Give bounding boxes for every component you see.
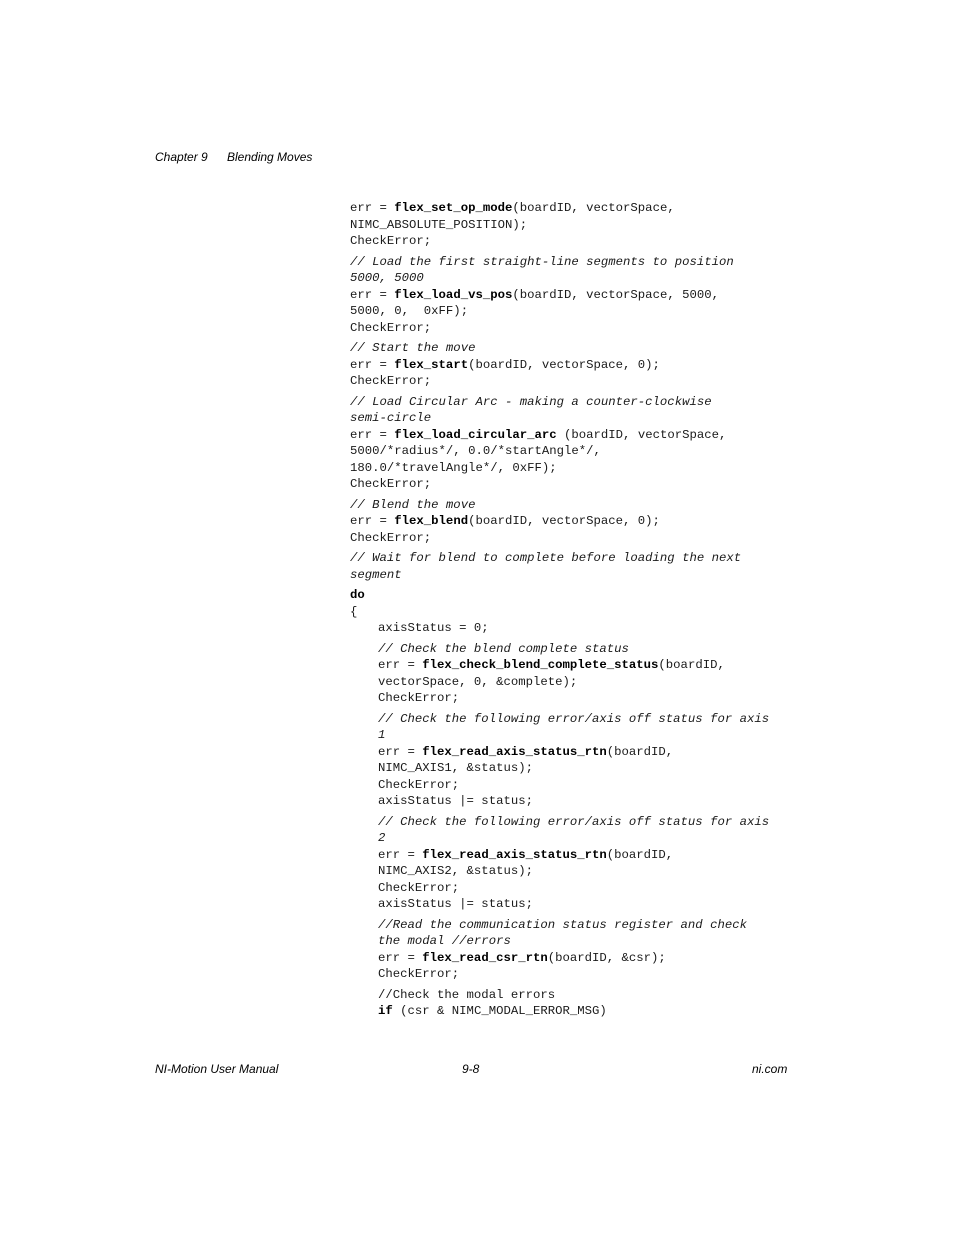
code-keyword: flex_read_csr_rtn [422,950,548,965]
code-comment: // Load the first straight-line segments to position [350,254,734,269]
code-line [350,674,790,691]
code-listing [350,200,790,1020]
code-keyword: flex_blend [394,514,469,528]
code-text: axisStatus |= status; [378,794,533,808]
code-line [350,587,790,604]
code-comment: the modal //errors [378,934,511,948]
footer-page-number: 9-8 [462,1062,480,1076]
code-line [350,950,790,967]
code-line [350,760,790,777]
code-line [350,966,790,983]
code-text: 5000/*radius*/, 0.0/*startAngle*/, [350,444,601,458]
code-text: CheckError; [350,320,432,335]
code-line [350,657,790,674]
code-line [350,814,790,831]
code-text: err = [378,847,423,862]
code-text: (boardID, vectorSpace, 5000, [512,287,719,302]
code-line [350,460,790,477]
code-line [350,550,790,567]
code-comment: // Wait for blend to complete before loading the next [350,551,742,565]
code-text: err = [378,658,423,672]
code-line [350,394,790,411]
code-text: NIMC_AXIS2, &status); [378,864,533,878]
code-keyword: flex_load_vs_pos [394,287,513,302]
code-keyword: flex_load_circular_arc [394,427,557,442]
code-line [350,320,790,337]
code-text: CheckError; [378,967,460,981]
code-comment: // Check the following error/axis off status for axis [378,711,770,726]
code-line [350,254,790,271]
code-line [350,620,790,637]
code-line [350,604,790,621]
code-keyword: flex_set_op_mode [394,201,513,215]
code-line [350,793,790,810]
code-text: err = [378,744,423,759]
code-keyword: do [350,588,365,602]
code-comment: 1 [378,728,386,742]
code-text: axisStatus |= status; [378,897,533,911]
code-comment: 2 [378,831,386,845]
code-line [350,476,790,493]
code-line [350,270,790,287]
code-line [350,217,790,234]
code-keyword: flex_start [394,357,469,372]
code-line [350,200,790,217]
code-line [350,744,790,761]
code-line [350,896,790,913]
footer-website: ni.com [752,1062,788,1076]
code-text: NIMC_AXIS1, &status); [378,761,533,775]
code-text: CheckError; [350,234,432,248]
code-line [350,1003,790,1020]
chapter-label: Chapter 9 [155,150,208,164]
code-text: CheckError; [350,374,432,388]
code-text: 180.0/*travelAngle*/, 0xFF); [350,460,557,475]
code-comment: // Check the following error/axis off status for axis [378,814,770,829]
code-line [350,933,790,950]
code-text: axisStatus = 0; [378,621,489,635]
code-line [350,233,790,250]
code-text: err = [378,950,423,965]
code-keyword: flex_check_blend_complete_status [422,658,659,672]
code-line [350,567,790,584]
code-line [350,641,790,658]
code-line [350,917,790,934]
code-line [350,987,790,1004]
footer-manual-name: NI-Motion User Manual [155,1062,279,1076]
code-text: err = [350,201,395,215]
code-text: vectorSpace, 0, &complete); [378,674,578,689]
code-text: CheckError; [350,477,432,491]
code-line [350,427,790,444]
code-line [350,711,790,728]
code-comment: //Read the communication status register and check [378,917,747,932]
code-text: 5000, 0, 0xFF); [350,304,469,318]
code-comment: 5000, 5000 [350,271,424,285]
code-line [350,357,790,374]
code-line [350,530,790,547]
code-comment: // Blend the move [350,497,476,512]
code-text: CheckError; [378,880,460,895]
code-line [350,727,790,744]
code-text: (boardID, [658,658,725,672]
code-text: (csr & NIMC_MODAL_ERROR_MSG) [392,1004,607,1018]
code-text: (boardID, [606,744,674,759]
code-text: (boardID, vectorSpace, 0); [468,357,660,372]
code-line [350,830,790,847]
code-text: CheckError; [378,777,460,792]
code-text: err = [350,357,395,372]
code-line [350,443,790,460]
code-text: (boardID, vectorSpace, 0); [468,514,660,528]
code-line [350,287,790,304]
code-line [350,777,790,794]
code-keyword: flex_read_axis_status_rtn [422,744,607,759]
code-text: err = [350,514,395,528]
code-line [350,410,790,427]
code-line [350,340,790,357]
code-comment: // Check the blend complete status [378,641,629,656]
code-text: { [350,604,358,619]
code-line [350,497,790,514]
code-comment: semi-circle [350,411,432,425]
code-line [350,880,790,897]
code-text: CheckError; [350,530,432,545]
code-keyword: if [378,1004,393,1018]
code-keyword: flex_read_axis_status_rtn [422,847,607,862]
code-line [350,847,790,864]
code-text: (boardID, vectorSpace, [512,201,675,215]
code-text: CheckError; [378,691,460,705]
code-line [350,303,790,320]
code-text: (boardID, vectorSpace, [556,427,727,442]
code-line [350,513,790,530]
code-line [350,373,790,390]
code-comment: segment [350,567,402,582]
code-text: (boardID, [606,847,674,862]
chapter-title: Blending Moves [227,150,313,164]
code-line [350,690,790,707]
code-text: err = [350,427,395,442]
code-text: err = [350,287,395,302]
code-text: (boardID, &csr); [547,950,666,965]
code-text: //Check the modal errors [378,987,556,1002]
code-text: NIMC_ABSOLUTE_POSITION); [350,217,528,232]
code-comment: // Start the move [350,341,476,355]
code-line [350,863,790,880]
code-comment: // Load Circular Arc - making a counter-clockwise [350,394,712,409]
